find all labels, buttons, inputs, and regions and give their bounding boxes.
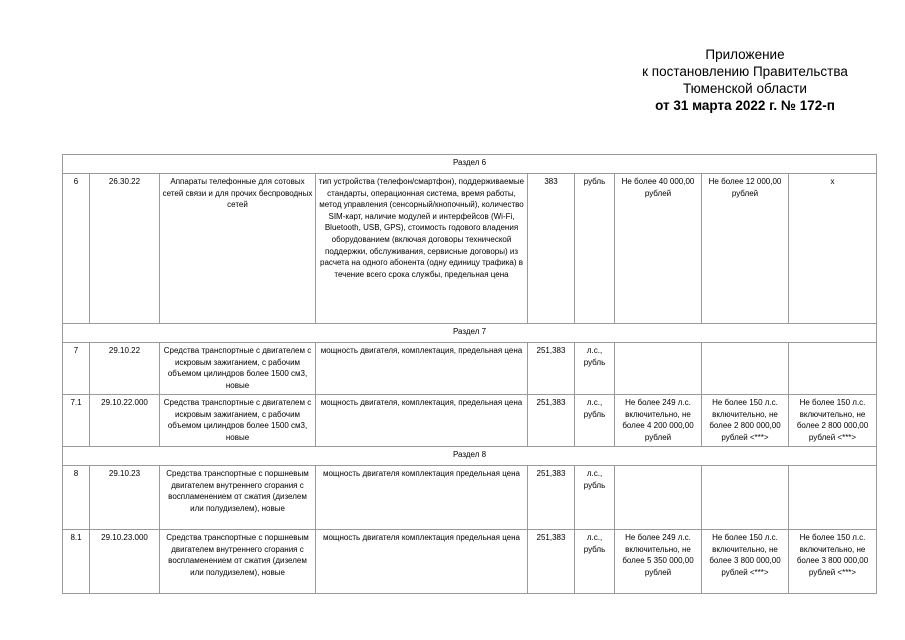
- cell-value-3: [789, 343, 877, 395]
- cell-value-1: Не более 40 000,00 рублей: [615, 174, 702, 324]
- cell-unit: л.с., рубль: [575, 466, 615, 530]
- section-title: Раздел 6: [63, 155, 877, 174]
- cell-props: мощность двигателя комплектация предельная цена: [316, 466, 528, 530]
- cell-name: Средства транспортные с поршневым двигателем внутреннего сгорания с воспламенением от сжатия (дизелем или полудизелем), новые: [160, 530, 316, 594]
- cell-value-2: [702, 466, 789, 530]
- cell-num: 8: [63, 466, 90, 530]
- cell-name: Средства транспортные с поршневым двигателем внутреннего сгорания с воспламенением от сжатия (дизелем или полудизелем), новые: [160, 466, 316, 530]
- table-row: [63, 466, 877, 530]
- cell-value-1: [615, 466, 702, 530]
- cell-props: мощность двигателя, комплектация, предельная цена: [316, 395, 528, 447]
- section-title: Раздел 8: [63, 447, 877, 466]
- header-line-1: Приложение: [705, 47, 785, 62]
- cell-value-3: x: [789, 174, 877, 324]
- cell-num: 6: [63, 174, 90, 324]
- cell-value-3: [789, 466, 877, 530]
- cell-unit: л.с., рубль: [575, 530, 615, 594]
- cell-num: 7.1: [63, 395, 90, 447]
- cell-name: Средства транспортные с двигателем с искровым зажиганием, с рабочим объемом цилиндров более 1500 см3, новые: [160, 343, 316, 395]
- table-row: [63, 395, 877, 447]
- cell-value-2: Не более 12 000,00 рублей: [702, 174, 789, 324]
- cell-num: 7: [63, 343, 90, 395]
- cell-okei: 251,383: [528, 395, 575, 447]
- cell-okei: 251,383: [528, 343, 575, 395]
- cell-value-1: Не более 249 л.с. включительно, не более 5 350 000,00 рублей: [615, 530, 702, 594]
- cell-num: 8.1: [63, 530, 90, 594]
- cell-code: 26.30.22: [90, 174, 160, 324]
- cell-value-1: [615, 343, 702, 395]
- cell-value-2: [702, 343, 789, 395]
- cell-code: 29.10.22.000: [90, 395, 160, 447]
- cell-name: Аппараты телефонные для сотовых сетей связи и для прочих беспроводных сетей: [160, 174, 316, 324]
- table-row: [63, 343, 877, 395]
- cell-value-3: Не более 150 л.с. включительно, не более 3 800 000,00 рублей <***>: [789, 530, 877, 594]
- cell-value-1: Не более 249 л.с. включительно, не более 4 200 000,00 рублей: [615, 395, 702, 447]
- section-row: [63, 155, 877, 174]
- cell-value-2: Не более 150 л.с. включительно, не более 2 800 000,00 рублей <***>: [702, 395, 789, 447]
- cell-unit: л.с., рубль: [575, 343, 615, 395]
- cell-props: тип устройства (телефон/смартфон), поддерживаемые стандарты, операционная система, время работы, метод управления (сенсорный/кнопочный), количество SIM-карт, наличие модулей и интерфейсов (Wi-Fi, Bluetooth, USB, GPS), стоимость годового владения оборудованием (включая договоры технической поддержки, обслуживания, сервисные договоры) из расчета на одного абонента (одну единицу трафика) в течение всего срока службы, предельная цена: [316, 174, 528, 324]
- cell-value-2: Не более 150 л.с. включительно, не более 3 800 000,00 рублей <***>: [702, 530, 789, 594]
- table-row: [63, 174, 877, 324]
- header-line-3: Тюменской области: [683, 81, 807, 96]
- cell-props: мощность двигателя, комплектация, предельная цена: [316, 343, 528, 395]
- cell-value-3: Не более 150 л.с. включительно, не более 2 800 000,00 рублей <***>: [789, 395, 877, 447]
- cell-unit: л.с., рубль: [575, 395, 615, 447]
- section-row: [63, 447, 877, 466]
- cell-okei: 383: [528, 174, 575, 324]
- document-header: [600, 46, 890, 114]
- section-title: Раздел 7: [63, 324, 877, 343]
- cell-unit: рубль: [575, 174, 615, 324]
- cell-code: 29.10.22: [90, 343, 160, 395]
- cell-props: мощность двигателя комплектация предельная цена: [316, 530, 528, 594]
- header-line-2: к постановлению Правительства: [642, 64, 848, 79]
- section-row: [63, 324, 877, 343]
- cell-okei: 251,383: [528, 466, 575, 530]
- cell-okei: 251,383: [528, 530, 575, 594]
- spec-table: [62, 154, 877, 594]
- header-line-4: от 31 марта 2022 г. № 172-п: [655, 98, 835, 113]
- cell-code: 29.10.23.000: [90, 530, 160, 594]
- cell-code: 29.10.23: [90, 466, 160, 530]
- cell-name: Средства транспортные с двигателем с искровым зажиганием, с рабочим объемом цилиндров более 1500 см3, новые: [160, 395, 316, 447]
- table-row: [63, 530, 877, 594]
